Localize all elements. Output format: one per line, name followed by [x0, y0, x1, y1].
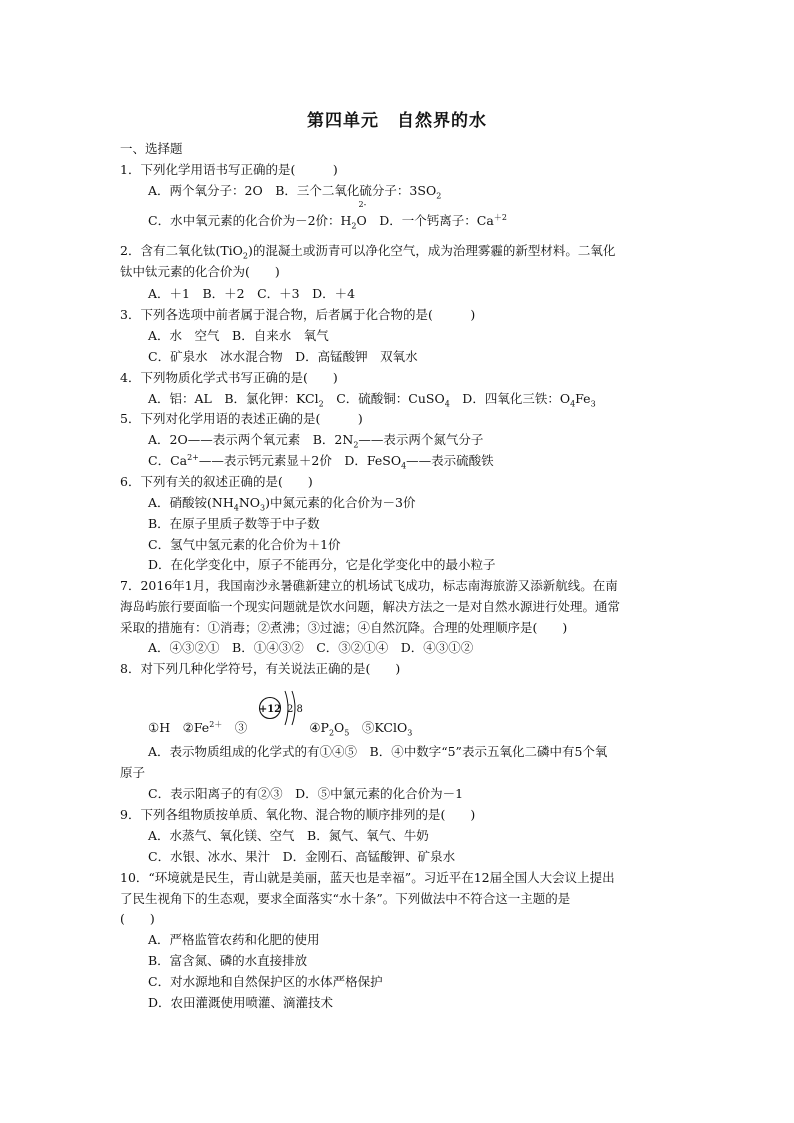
question-5-stem: 5．下列对化学用语的表述正确的是( ) [120, 411, 363, 426]
question-3-options-ab: A．水 空气 B．自来水 氧气 [148, 328, 329, 343]
question-6-stem: 6．下列有关的叙述正确的是( ) [120, 474, 313, 489]
question-7-options: A．④③②① B．①④③② C．③②①④ D．④③①② [148, 640, 474, 655]
question-9-options-ab: A．水蒸气、氧化镁、空气 B．氮气、氧气、牛奶 [148, 828, 429, 843]
question-6-option-b: B．在原子里质子数等于中子数 [148, 516, 320, 531]
question-10-stem-line3: ( ) [120, 911, 155, 926]
question-10-stem-line1: 10．“环境就是民生，青山就是美丽，蓝天也是幸福”。习近平在12届全国人大会议上提出 [120, 870, 615, 885]
section-heading: 一、选择题 [120, 141, 183, 156]
atom-shell-electrons: 2 8 [287, 704, 303, 715]
question-6-option-d: D．在化学变化中，原子不能再分，它是化学变化中的最小粒子 [148, 557, 496, 572]
question-5-options-ab: A．2O——表示两个氧元素 B．$2N_2——$表示两个氮气分子 [148, 432, 484, 450]
question-2-stem: 2．含有二氧化钛(TiO$_2$)的混凝土或沥青可以净化空气，成为治理雾霾的新型材料。二氧化 [120, 243, 616, 261]
question-7-stem-line1: 7．2016年1月，我国南沙永暑礁新建立的机场试飞成功，标志南海旅游又添新航线。在南 [120, 578, 618, 593]
question-8-symbols: ①H $②Fe^{2+}$ ③ $④P_2O_5$ ⑤KClO$_3$ [148, 719, 413, 738]
question-10-option-b: B．富含氮、磷的水直接排放 [148, 953, 308, 968]
question-7-stem-line3: 采取的措施有：①消毒；②煮沸；③过滤；④自然沉降。合理的处理顺序是( ) [120, 620, 568, 635]
page-title: 第四单元 自然界的水 [307, 111, 487, 131]
question-10-option-d: D．农田灌溉使用喷灌、滴灌技术 [148, 995, 334, 1010]
question-10-stem-line2: 了民生视角下的生态观，要求全面落实“水十条”。下列做法中不符合这一主题的是 [120, 891, 571, 906]
question-8-options-ab-cont: 原子 [120, 765, 146, 780]
question-4-options: A．铝：AL B．氯化钾：KCl$_2$ C．硫酸铜：CuSO$_4$ D．四氧化三铁：$O_4Fe_3$ [148, 391, 596, 409]
question-1-stem: 1．下列化学用语书写正确的是( ) [120, 162, 338, 177]
question-2-options: A．＋1 B．＋2 C．＋3 D．＋4 [148, 286, 356, 301]
question-10-option-a: A．严格监管农药和化肥的使用 [148, 932, 320, 947]
question-6-option-a: A．硝酸铵$(NH_4NO_3)$中氮元素的化合价为－3价 [148, 495, 416, 513]
question-3-options-cd: C．矿泉水 冰水混合物 D．高锰酸钾 双氧水 [148, 349, 418, 364]
question-7-stem-line2: 海岛屿旅行要面临一个现实问题就是饮水问题，解决方法之一是对自然水源进行处理。通常 [120, 599, 621, 614]
question-5-options-cd: C．$Ca^{2+}——$表示钙元素显＋2价 D．FeSO$_4$——表示硫酸铁 [148, 452, 494, 471]
valence-mark: 2- [358, 200, 367, 209]
question-6-option-c: C．氢气中氢元素的化合价为＋1价 [148, 537, 341, 552]
question-1-options-cd: C．水中氧元素的化合价为－2价：$H_2$ 2- O D．一个钙离子：$Ca^{+2}$ [148, 200, 507, 231]
question-1-options-ab: A．两个氧分子：2O B．三个二氧化硫分子：$3SO_2$ [148, 183, 442, 201]
question-2-stem-line2: 钛中钛元素的化合价为( ) [120, 264, 280, 279]
question-4-stem: 4．下列物质化学式书写正确的是( ) [120, 370, 338, 385]
question-8-options-ab: A．表示物质组成的化学式的有①④⑤ B．④中数字“5”表示五氧化二磷中有5个氧 [148, 744, 608, 759]
atom-nucleus-label: +12 [258, 704, 282, 715]
question-8-options-cd: C．表示阳离子的有②③ D．⑤中氯元素的化合价为－1 [148, 786, 464, 801]
question-3-stem: 3．下列各选项中前者属于混合物，后者属于化合物的是( ) [120, 307, 476, 322]
question-9-stem: 9．下列各组物质按单质、氧化物、混合物的顺序排列的是( ) [120, 807, 476, 822]
question-8-stem: 8．对下列几种化学符号，有关说法正确的是( ) [120, 661, 401, 676]
question-9-options-cd: C．水银、冰水、果汁 D．金刚石、高锰酸钾、矿泉水 [148, 849, 456, 864]
question-10-option-c: C．对水源地和自然保护区的水体严格保护 [148, 974, 383, 989]
